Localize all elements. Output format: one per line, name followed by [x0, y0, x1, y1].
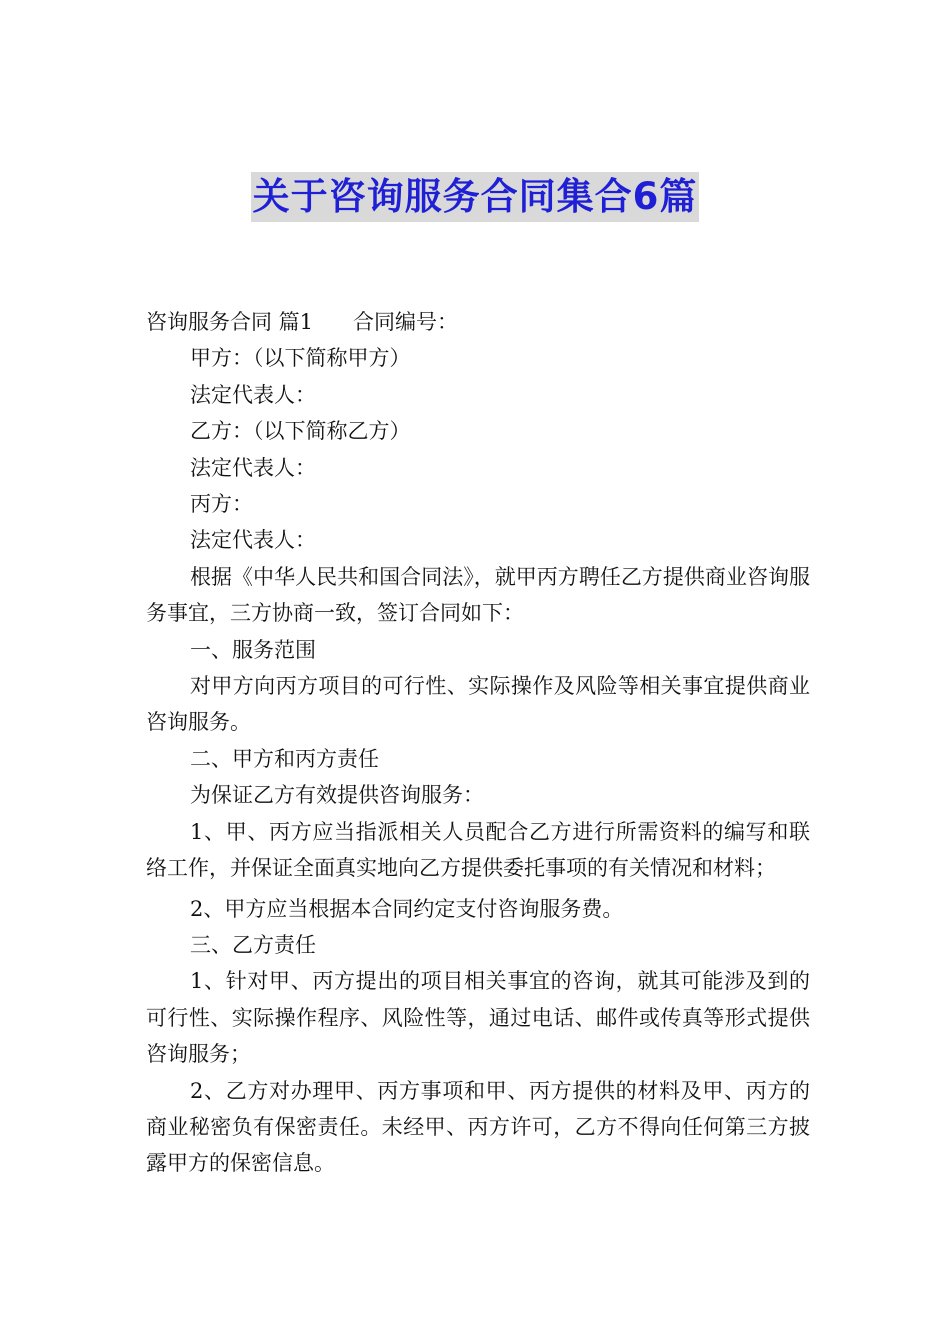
section-heading-party-a-c-duties: 二、甲方和丙方责任	[190, 746, 379, 771]
party-b-representative: 法定代表人：	[190, 455, 316, 480]
party-b-duty-item-2: 2、乙方对办理甲、丙方事项和甲、丙方提供的材料及甲、丙方的商业秘密负有保密责任。未经甲、丙方许可，乙方不得向任何第三方披露甲方的保密信息。	[146, 1078, 810, 1176]
contract-number-label: 合同编号：	[353, 310, 459, 334]
duty-item-2: 2、甲方应当根据本合同约定支付咨询服务费。	[190, 896, 624, 921]
section-heading-party-b-duties: 三、乙方责任	[190, 932, 316, 957]
party-a-representative: 法定代表人：	[190, 382, 316, 407]
party-c: 丙方：	[190, 492, 253, 517]
party-b-duty-item-1: 1、针对甲、丙方提出的项目相关事宜的咨询，就其可能涉及到的可行性、实际操作程序、风险性等，通过电话、邮件或传真等形式提供咨询服务；	[146, 969, 810, 1067]
party-b: 乙方：（以下简称乙方）	[190, 419, 411, 444]
title-container	[0, 172, 950, 222]
duties-intro: 为保证乙方有效提供咨询服务：	[190, 783, 484, 808]
party-a: 甲方：（以下简称甲方）	[190, 346, 411, 371]
contract-heading: 咨询服务合同 篇1	[146, 310, 314, 334]
preamble-paragraph: 根据《中华人民共和国合同法》，就甲丙方聘任乙方提供商业咨询服务事宜，三方协商一致，签订合同如下：	[146, 564, 810, 626]
contract-header-line	[146, 304, 810, 340]
document-body	[146, 304, 810, 1182]
duty-item-1: 1、甲、丙方应当指派相关人员配合乙方进行所需资料的编写和联络工作，并保证全面真实地向乙方提供委托事项的有关情况和材料；	[146, 819, 810, 881]
section-heading-scope: 一、服务范围	[190, 637, 316, 662]
party-c-representative: 法定代表人：	[190, 528, 316, 553]
scope-paragraph: 对甲方向丙方项目的可行性、实际操作及风险等相关事宜提供商业咨询服务。	[146, 674, 810, 735]
document-title: 关于咨询服务合同集合6篇	[251, 172, 700, 222]
